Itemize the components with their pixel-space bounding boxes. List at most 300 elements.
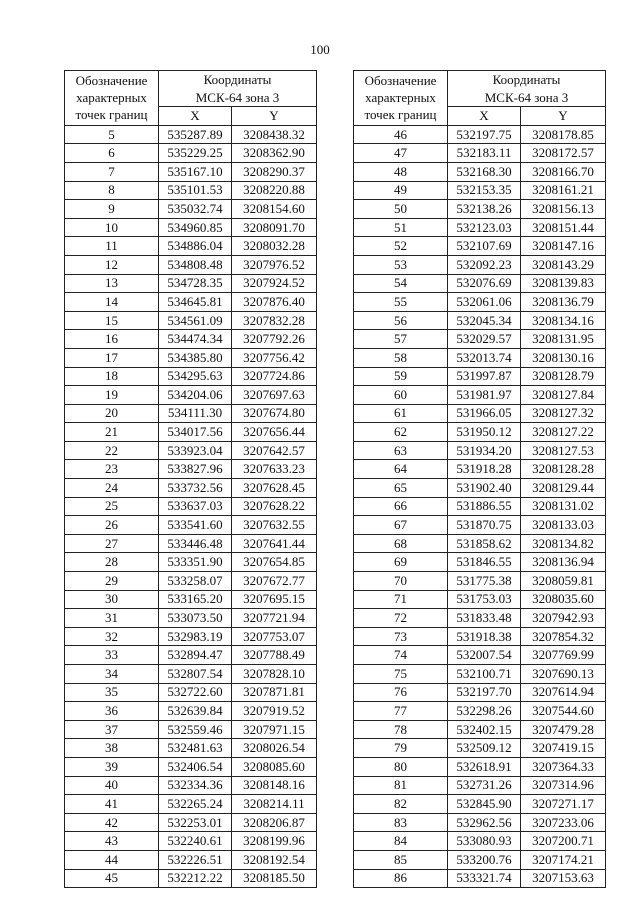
- y-coordinate-cell: 3208059.81: [521, 572, 606, 591]
- x-coordinate-cell: 532962.56: [448, 813, 521, 832]
- point-number-cell: 46: [354, 125, 448, 144]
- table-row: [354, 553, 606, 572]
- table-row: [65, 757, 317, 776]
- point-number-cell: 59: [354, 367, 448, 386]
- table-row: [65, 348, 317, 367]
- point-number-cell: 77: [354, 702, 448, 721]
- point-number-cell: 80: [354, 757, 448, 776]
- point-number-cell: 37: [65, 720, 159, 739]
- y-coordinate-cell: 3207233.06: [521, 813, 606, 832]
- point-number-cell: 49: [354, 181, 448, 200]
- point-header-line: Обозначение: [364, 73, 437, 88]
- point-number-cell: 24: [65, 479, 159, 498]
- y-coordinate-cell: 3208026.54: [232, 739, 317, 758]
- point-number-cell: 60: [354, 386, 448, 405]
- point-number-cell: 70: [354, 572, 448, 591]
- table-row: [65, 162, 317, 181]
- y-coordinate-cell: 3207871.81: [232, 683, 317, 702]
- y-coordinate-cell: 3207656.44: [232, 423, 317, 442]
- x-coordinate-cell: 531870.75: [448, 516, 521, 535]
- point-number-cell: 62: [354, 423, 448, 442]
- point-number-cell: 67: [354, 516, 448, 535]
- point-number-cell: 85: [354, 850, 448, 869]
- y-coordinate-cell: 3208185.50: [232, 869, 317, 888]
- table-row: [354, 720, 606, 739]
- point-number-cell: 38: [65, 739, 159, 758]
- x-coordinate-cell: 533200.76: [448, 850, 521, 869]
- coords-header-line: МСК-64 зона 3: [484, 89, 569, 105]
- point-number-cell: 5: [65, 125, 159, 144]
- x-coordinate-cell: 532983.19: [159, 627, 232, 646]
- point-header-line: характерных: [365, 90, 436, 105]
- table-body-left: [65, 125, 317, 887]
- y-coordinate-cell: 3207971.15: [232, 720, 317, 739]
- point-number-cell: 56: [354, 311, 448, 330]
- y-coordinate-cell: 3208362.90: [232, 144, 317, 163]
- y-coordinate-cell: 3208206.87: [232, 813, 317, 832]
- x-coordinate-cell: 533923.04: [159, 441, 232, 460]
- x-coordinate-cell: 532153.35: [448, 181, 521, 200]
- x-coordinate-cell: 532107.69: [448, 237, 521, 256]
- coordinate-system-header: [159, 89, 317, 107]
- point-number-cell: 26: [65, 516, 159, 535]
- table-row: [354, 218, 606, 237]
- point-number-cell: 52: [354, 237, 448, 256]
- point-header-line: точек границ: [364, 107, 437, 122]
- table-row: [65, 237, 317, 256]
- x-coordinate-cell: 534645.81: [159, 293, 232, 312]
- point-number-cell: 50: [354, 200, 448, 219]
- x-coordinate-cell: 533351.90: [159, 553, 232, 572]
- table-row: [354, 330, 606, 349]
- coordinates-header: [159, 71, 317, 89]
- x-coordinate-cell: 532123.03: [448, 218, 521, 237]
- table-row: [354, 646, 606, 665]
- table-row: [354, 367, 606, 386]
- y-coordinate-cell: 3207674.80: [232, 404, 317, 423]
- point-number-cell: 54: [354, 274, 448, 293]
- table-row: [354, 497, 606, 516]
- x-coordinate-cell: 532253.01: [159, 813, 232, 832]
- y-coordinate-cell: 3207828.10: [232, 665, 317, 684]
- y-coordinate-cell: 3207876.40: [232, 293, 317, 312]
- point-number-cell: 58: [354, 348, 448, 367]
- x-coordinate-cell: 531775.38: [448, 572, 521, 591]
- x-coordinate-cell: 532402.15: [448, 720, 521, 739]
- y-coordinate-cell: 3207364.33: [521, 757, 606, 776]
- point-number-cell: 17: [65, 348, 159, 367]
- x-coordinate-cell: 531833.48: [448, 609, 521, 628]
- table-row: [354, 181, 606, 200]
- table-row: [354, 460, 606, 479]
- x-coordinate-cell: 534111.30: [159, 404, 232, 423]
- y-coordinate-cell: 3207792.26: [232, 330, 317, 349]
- table-row: [65, 702, 317, 721]
- y-coordinate-cell: 3208136.79: [521, 293, 606, 312]
- point-number-cell: 30: [65, 590, 159, 609]
- y-coordinate-cell: 3208192.54: [232, 850, 317, 869]
- x-coordinate-cell: 532240.61: [159, 832, 232, 851]
- y-coordinate-cell: 3207854.32: [521, 627, 606, 646]
- x-coordinate-cell: 533080.93: [448, 832, 521, 851]
- point-number-cell: 28: [65, 553, 159, 572]
- x-coordinate-cell: 532722.60: [159, 683, 232, 702]
- y-coordinate-cell: 3208131.02: [521, 497, 606, 516]
- table-row: [65, 497, 317, 516]
- table-row: [65, 813, 317, 832]
- y-coordinate-cell: 3208147.16: [521, 237, 606, 256]
- table-row: [65, 311, 317, 330]
- y-coordinate-cell: 3207919.52: [232, 702, 317, 721]
- x-coordinate-cell: 534474.34: [159, 330, 232, 349]
- y-coordinate-cell: 3208129.44: [521, 479, 606, 498]
- table-row: [65, 144, 317, 163]
- x-coordinate-cell: 532639.84: [159, 702, 232, 721]
- y-coordinate-cell: 3207153.63: [521, 869, 606, 888]
- x-coordinate-cell: 534017.56: [159, 423, 232, 442]
- x-coordinate-cell: 532100.71: [448, 665, 521, 684]
- x-column-header: X: [159, 107, 232, 126]
- table-row: [65, 423, 317, 442]
- x-coordinate-cell: 532138.26: [448, 200, 521, 219]
- point-number-cell: 45: [65, 869, 159, 888]
- x-coordinate-cell: 533321.74: [448, 869, 521, 888]
- y-coordinate-cell: 3207769.99: [521, 646, 606, 665]
- table-row: [65, 386, 317, 405]
- x-coordinate-cell: 533258.07: [159, 572, 232, 591]
- table-row: [65, 832, 317, 851]
- x-column-header: X: [448, 107, 521, 126]
- y-coordinate-cell: 3208139.83: [521, 274, 606, 293]
- y-coordinate-cell: 3208178.85: [521, 125, 606, 144]
- table-row: [354, 348, 606, 367]
- x-coordinate-cell: 535287.89: [159, 125, 232, 144]
- table-row: [65, 739, 317, 758]
- table-row: [354, 609, 606, 628]
- table-row: [65, 274, 317, 293]
- point-number-cell: 35: [65, 683, 159, 702]
- point-number-cell: 34: [65, 665, 159, 684]
- point-number-cell: 42: [65, 813, 159, 832]
- point-number-cell: 74: [354, 646, 448, 665]
- y-coordinate-cell: 3207724.86: [232, 367, 317, 386]
- point-number-cell: 69: [354, 553, 448, 572]
- point-number-cell: 51: [354, 218, 448, 237]
- x-coordinate-cell: 533732.56: [159, 479, 232, 498]
- x-coordinate-cell: 534960.85: [159, 218, 232, 237]
- table-row: [65, 553, 317, 572]
- point-number-cell: 68: [354, 534, 448, 553]
- point-number-cell: 11: [65, 237, 159, 256]
- table-row: [354, 795, 606, 814]
- x-coordinate-cell: 532168.30: [448, 162, 521, 181]
- point-number-cell: 15: [65, 311, 159, 330]
- coordinate-system-header: [448, 89, 606, 107]
- y-coordinate-cell: 3208133.03: [521, 516, 606, 535]
- table-row: [65, 665, 317, 684]
- table-row: [354, 441, 606, 460]
- point-number-cell: 8: [65, 181, 159, 200]
- x-coordinate-cell: 532061.06: [448, 293, 521, 312]
- y-coordinate-cell: 3208127.22: [521, 423, 606, 442]
- x-coordinate-cell: 531886.55: [448, 497, 521, 516]
- x-coordinate-cell: 532894.47: [159, 646, 232, 665]
- y-coordinate-cell: 3207544.60: [521, 702, 606, 721]
- point-number-cell: 9: [65, 200, 159, 219]
- table-row: [65, 218, 317, 237]
- coordinates-header: [448, 71, 606, 89]
- x-coordinate-cell: 531966.05: [448, 404, 521, 423]
- table-row: [65, 646, 317, 665]
- table-row: [65, 683, 317, 702]
- y-coordinate-cell: 3207632.55: [232, 516, 317, 535]
- x-coordinate-cell: 532183.11: [448, 144, 521, 163]
- point-number-cell: 41: [65, 795, 159, 814]
- x-coordinate-cell: 532406.54: [159, 757, 232, 776]
- x-coordinate-cell: 532197.75: [448, 125, 521, 144]
- coordinates-table-left: [64, 70, 317, 888]
- y-coordinate-cell: 3207628.22: [232, 497, 317, 516]
- table-row: [65, 460, 317, 479]
- table-row: [65, 181, 317, 200]
- x-coordinate-cell: 532618.91: [448, 757, 521, 776]
- x-coordinate-cell: 532197.70: [448, 683, 521, 702]
- point-number-cell: 22: [65, 441, 159, 460]
- table-row: [354, 757, 606, 776]
- y-coordinate-cell: 3207654.85: [232, 553, 317, 572]
- table-row: [354, 516, 606, 535]
- table-row: [354, 255, 606, 274]
- y-coordinate-cell: 3207614.94: [521, 683, 606, 702]
- table-row: [65, 850, 317, 869]
- page-number: 100: [310, 42, 330, 57]
- y-coordinate-cell: 3207753.07: [232, 627, 317, 646]
- x-coordinate-cell: 531918.28: [448, 460, 521, 479]
- y-coordinate-cell: 3207174.21: [521, 850, 606, 869]
- point-number-cell: 72: [354, 609, 448, 628]
- x-coordinate-cell: 534808.48: [159, 255, 232, 274]
- table-row: [65, 609, 317, 628]
- point-number-cell: 63: [354, 441, 448, 460]
- y-coordinate-cell: 3207695.15: [232, 590, 317, 609]
- table-row: [354, 627, 606, 646]
- x-coordinate-cell: 533446.48: [159, 534, 232, 553]
- point-number-cell: 29: [65, 572, 159, 591]
- table-row: [65, 720, 317, 739]
- y-coordinate-cell: 3207314.96: [521, 776, 606, 795]
- table-row: [65, 441, 317, 460]
- table-row: [354, 702, 606, 721]
- table-row: [354, 665, 606, 684]
- table-row: [354, 144, 606, 163]
- table-row: [354, 293, 606, 312]
- table-row: [65, 293, 317, 312]
- x-coordinate-cell: 531934.20: [448, 441, 521, 460]
- point-number-cell: 44: [65, 850, 159, 869]
- y-coordinate-cell: 3208290.37: [232, 162, 317, 181]
- table-row: [354, 813, 606, 832]
- point-number-cell: 23: [65, 460, 159, 479]
- point-number-cell: 76: [354, 683, 448, 702]
- x-coordinate-cell: 535101.53: [159, 181, 232, 200]
- y-coordinate-cell: 3208035.60: [521, 590, 606, 609]
- y-coordinate-cell: 3208161.21: [521, 181, 606, 200]
- x-coordinate-cell: 531858.62: [448, 534, 521, 553]
- table-row: [65, 330, 317, 349]
- y-coordinate-cell: 3207642.57: [232, 441, 317, 460]
- point-number-cell: 66: [354, 497, 448, 516]
- x-coordinate-cell: 531753.03: [448, 590, 521, 609]
- point-designation-header: [354, 71, 448, 126]
- y-coordinate-cell: 3208085.60: [232, 757, 317, 776]
- x-coordinate-cell: 532559.46: [159, 720, 232, 739]
- y-coordinate-cell: 3207690.13: [521, 665, 606, 684]
- x-coordinate-cell: 532092.23: [448, 255, 521, 274]
- x-coordinate-cell: 533073.50: [159, 609, 232, 628]
- table-row: [65, 367, 317, 386]
- y-coordinate-cell: 3207672.77: [232, 572, 317, 591]
- point-number-cell: 43: [65, 832, 159, 851]
- point-number-cell: 33: [65, 646, 159, 665]
- table-row: [354, 423, 606, 442]
- y-coordinate-cell: 3207271.17: [521, 795, 606, 814]
- y-coordinate-cell: 3207419.15: [521, 739, 606, 758]
- x-coordinate-cell: 533541.60: [159, 516, 232, 535]
- x-coordinate-cell: 532226.51: [159, 850, 232, 869]
- x-coordinate-cell: 531981.97: [448, 386, 521, 405]
- x-coordinate-cell: 532298.26: [448, 702, 521, 721]
- y-coordinate-cell: 3207641.44: [232, 534, 317, 553]
- table-row: [65, 125, 317, 144]
- table-row: [354, 237, 606, 256]
- x-coordinate-cell: 532029.57: [448, 330, 521, 349]
- point-header-line: характерных: [76, 90, 147, 105]
- y-coordinate-cell: 3208032.28: [232, 237, 317, 256]
- x-coordinate-cell: 533827.96: [159, 460, 232, 479]
- y-coordinate-cell: 3207942.93: [521, 609, 606, 628]
- point-number-cell: 31: [65, 609, 159, 628]
- y-coordinate-cell: 3208136.94: [521, 553, 606, 572]
- point-number-cell: 32: [65, 627, 159, 646]
- x-coordinate-cell: 531902.40: [448, 479, 521, 498]
- y-coordinate-cell: 3207721.94: [232, 609, 317, 628]
- x-coordinate-cell: 532807.54: [159, 665, 232, 684]
- table-row: [354, 125, 606, 144]
- table-row: [65, 776, 317, 795]
- point-number-cell: 79: [354, 739, 448, 758]
- point-header-line: точек границ: [75, 107, 148, 122]
- table-row: [354, 404, 606, 423]
- y-coordinate-cell: 3207924.52: [232, 274, 317, 293]
- x-coordinate-cell: 534295.63: [159, 367, 232, 386]
- y-coordinate-cell: 3208214.11: [232, 795, 317, 814]
- point-number-cell: 78: [354, 720, 448, 739]
- x-coordinate-cell: 532334.36: [159, 776, 232, 795]
- y-coordinate-cell: 3208143.29: [521, 255, 606, 274]
- point-number-cell: 64: [354, 460, 448, 479]
- x-coordinate-cell: 533637.03: [159, 497, 232, 516]
- table-row: [65, 200, 317, 219]
- coords-header-line: МСК-64 зона 3: [195, 89, 280, 105]
- point-number-cell: 84: [354, 832, 448, 851]
- y-coordinate-cell: 3208127.84: [521, 386, 606, 405]
- x-coordinate-cell: 532481.63: [159, 739, 232, 758]
- y-coordinate-cell: 3208091.70: [232, 218, 317, 237]
- coords-header-line: Координаты: [203, 72, 272, 88]
- table-row: [354, 850, 606, 869]
- y-coordinate-cell: 3207697.63: [232, 386, 317, 405]
- y-column-header: Y: [521, 107, 606, 126]
- point-number-cell: 61: [354, 404, 448, 423]
- y-coordinate-cell: 3208438.32: [232, 125, 317, 144]
- x-coordinate-cell: 531950.12: [448, 423, 521, 442]
- y-coordinate-cell: 3208128.79: [521, 367, 606, 386]
- table-row: [65, 795, 317, 814]
- x-coordinate-cell: 531846.55: [448, 553, 521, 572]
- table-row: [354, 534, 606, 553]
- point-number-cell: 21: [65, 423, 159, 442]
- table-row: [354, 590, 606, 609]
- x-coordinate-cell: 532007.54: [448, 646, 521, 665]
- table-row: [354, 739, 606, 758]
- point-number-cell: 53: [354, 255, 448, 274]
- point-number-cell: 39: [65, 757, 159, 776]
- point-number-cell: 18: [65, 367, 159, 386]
- y-coordinate-cell: 3208130.16: [521, 348, 606, 367]
- table-row: [354, 479, 606, 498]
- x-coordinate-cell: 535032.74: [159, 200, 232, 219]
- point-number-cell: 48: [354, 162, 448, 181]
- point-number-cell: 65: [354, 479, 448, 498]
- x-coordinate-cell: 534561.09: [159, 311, 232, 330]
- point-number-cell: 13: [65, 274, 159, 293]
- point-number-cell: 16: [65, 330, 159, 349]
- point-number-cell: 6: [65, 144, 159, 163]
- point-number-cell: 19: [65, 386, 159, 405]
- x-coordinate-cell: 531997.87: [448, 367, 521, 386]
- y-coordinate-cell: 3207976.52: [232, 255, 317, 274]
- table-row: [354, 311, 606, 330]
- point-number-cell: 75: [354, 665, 448, 684]
- y-coordinate-cell: 3208156.13: [521, 200, 606, 219]
- point-number-cell: 71: [354, 590, 448, 609]
- y-coordinate-cell: 3207479.28: [521, 720, 606, 739]
- point-number-cell: 12: [65, 255, 159, 274]
- x-coordinate-cell: 534728.35: [159, 274, 232, 293]
- table-body-right: [354, 125, 606, 887]
- table-row: [354, 200, 606, 219]
- table-row: [65, 404, 317, 423]
- x-coordinate-cell: 534886.04: [159, 237, 232, 256]
- y-coordinate-cell: 3207633.23: [232, 460, 317, 479]
- x-coordinate-cell: 531918.38: [448, 627, 521, 646]
- point-number-cell: 14: [65, 293, 159, 312]
- y-column-header: Y: [232, 107, 317, 126]
- table-row: [65, 590, 317, 609]
- point-header-line: Обозначение: [75, 73, 148, 88]
- point-number-cell: 57: [354, 330, 448, 349]
- x-coordinate-cell: 533165.20: [159, 590, 232, 609]
- x-coordinate-cell: 532045.34: [448, 311, 521, 330]
- point-number-cell: 10: [65, 218, 159, 237]
- table-row: [354, 683, 606, 702]
- x-coordinate-cell: 534204.06: [159, 386, 232, 405]
- table-row: [354, 776, 606, 795]
- point-designation-header: [65, 71, 159, 126]
- table-row: [354, 274, 606, 293]
- y-coordinate-cell: 3208134.82: [521, 534, 606, 553]
- x-coordinate-cell: 532212.22: [159, 869, 232, 888]
